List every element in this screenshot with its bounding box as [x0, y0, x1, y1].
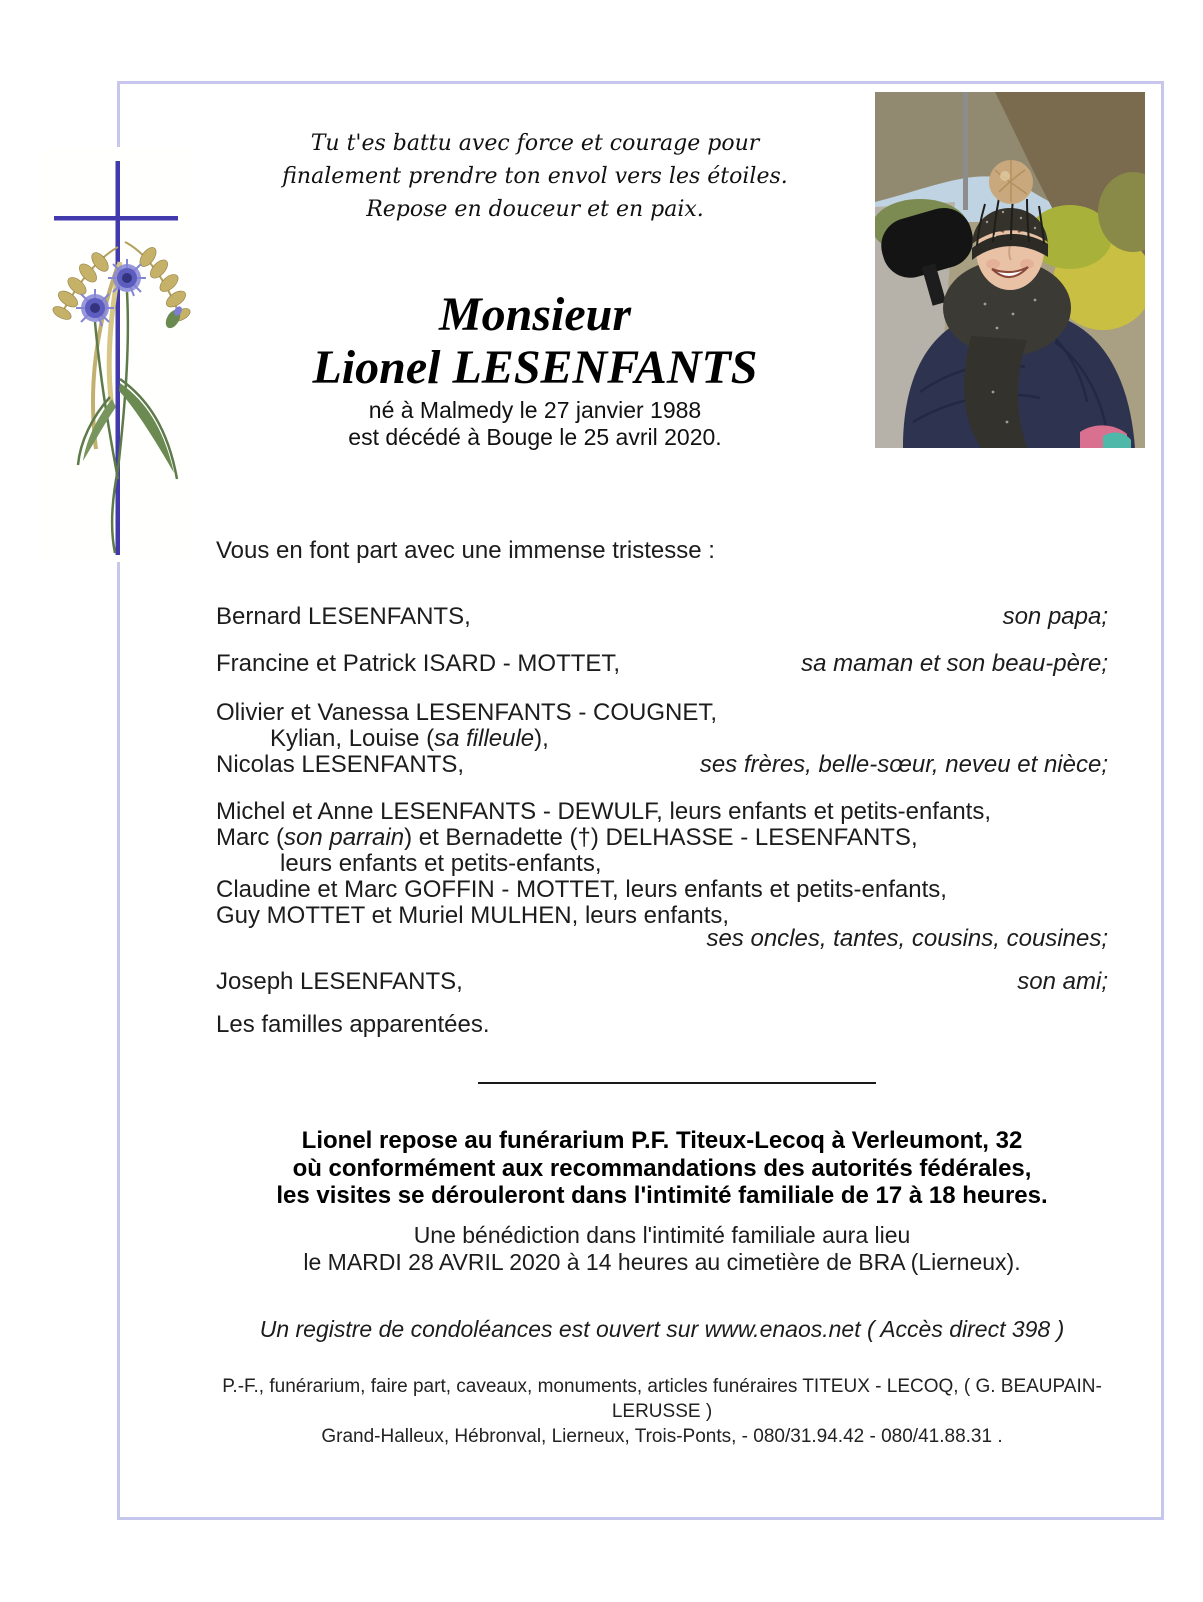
epitaph-line: Tu t'es battu avec force et courage pour — [310, 131, 760, 156]
blessing-line: le MARDI 28 AVRIL 2020 à 14 heures au cimetière de BRA (Lierneux). — [303, 1248, 1021, 1275]
epitaph-line: Repose en douceur et en paix. — [366, 197, 704, 222]
cross-wheat-cornflowers-illustration — [40, 147, 195, 562]
family-line: Francine et Patrick ISARD - MOTTET, sa maman et son beau-père; — [216, 650, 1108, 677]
blessing-info — [216, 1222, 1108, 1275]
deceased-title: Monsieur — [438, 288, 632, 341]
wake-line: les visites se dérouleront dans l'intimité familiale de 17 à 18 heures. — [276, 1182, 1048, 1209]
wake-info — [216, 1127, 1108, 1210]
family-line: Les familles apparentées. — [216, 1011, 490, 1038]
blessing-line: Une bénédiction dans l'intimité familiale aura lieu — [413, 1222, 911, 1248]
relation-label: son ami; — [1017, 968, 1108, 995]
family-line: Nicolas LESENFANTS, ses frères, belle-sœur, neveu et nièce; — [216, 751, 1108, 778]
relation-label: sa maman et son beau-père; — [801, 650, 1108, 677]
announcement-intro: Vous en font part avec une immense tristesse : — [216, 537, 715, 564]
wake-line: Lionel repose au funérarium P.F. Titeux-Lecoq à Verleumont, 32 — [301, 1127, 1023, 1154]
death-line: est décédé à Bouge le 25 avril 2020. — [348, 424, 722, 450]
wake-line: où conformément aux recommandations des autorités fédérales, — [292, 1154, 1032, 1182]
funeral-home-info — [216, 1374, 1108, 1449]
family-line: Michel et Anne LESENFANTS - DEWULF, leurs enfants et petits-enfants, — [216, 798, 991, 825]
epitaph-line: finalement prendre ton envol vers les étoiles. — [282, 164, 788, 189]
family-line: Marc (son parrain) et Bernadette (†) DELHASSE - LESENFANTS, — [216, 824, 918, 851]
family-line — [216, 926, 1108, 952]
funeral-home-line: P.-F., funérarium, faire part, caveaux, monuments, articles funéraires TITEUX - LECOQ, ( G. BEAUPAIN-LERUSSE ) — [222, 1376, 1102, 1422]
announcement-body — [216, 0, 1108, 1602]
condolence-register-note: Un registre de condoléances est ouvert sur www.enaos.net ( Accès direct 398 ) — [259, 1316, 1065, 1342]
family-line: leurs enfants et petits-enfants, — [280, 850, 602, 877]
family-line: Joseph LESENFANTS, son ami; — [216, 968, 1108, 995]
family-line: Claudine et Marc GOFFIN - MOTTET, leurs enfants et petits-enfants, — [216, 876, 947, 903]
family-line: Kylian, Louise (sa filleule), — [270, 725, 549, 752]
birth-line: né à Malmedy le 27 janvier 1988 — [368, 397, 702, 423]
relation-label: ses oncles, tantes, cousins, cousines; — [706, 925, 1108, 952]
family-line: Guy MOTTET et Muriel MULHEN, leurs enfants, — [216, 902, 730, 929]
section-divider — [478, 1082, 876, 1084]
cross-icon — [40, 147, 195, 562]
relation-label: son papa; — [1002, 603, 1108, 630]
funeral-home-line: Grand-Halleux, Hébronval, Lierneux, Trois-Ponts, - 080/31.94.42 - 080/41.88.31 . — [321, 1426, 1003, 1447]
deceased-name: Lionel LESENFANTS — [312, 341, 758, 394]
family-line: Bernard LESENFANTS, son papa; — [216, 603, 1108, 630]
relation-label: ses frères, belle-sœur, neveu et nièce; — [699, 751, 1108, 778]
family-line: Olivier et Vanessa LESENFANTS - COUGNET, — [216, 699, 718, 726]
